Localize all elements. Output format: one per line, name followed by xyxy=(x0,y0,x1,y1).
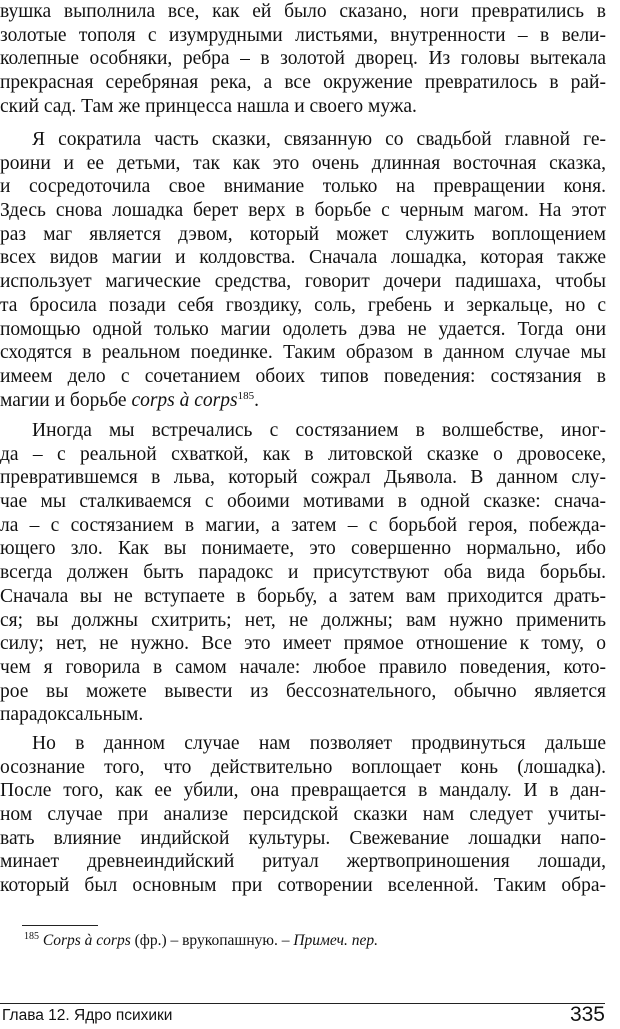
footnote-text: (фр.) – врукопашную. – xyxy=(130,932,294,949)
text-line: который был основным при сотворении вселенной. Таким обра- xyxy=(0,875,606,897)
text-line: чае мы сталкиваемся с обоими мотивами в одной сказке: снача- xyxy=(0,491,606,513)
page-number: 335 xyxy=(569,1003,605,1026)
text-line: ном случае при анализе персидской сказки нам следует учиты- xyxy=(0,804,606,826)
running-head-divider xyxy=(0,1003,605,1004)
text-line: та бросила позади себя гвоздику, соль, гребень и зеркальце, но с xyxy=(0,294,606,316)
text-line: использует магические средства, говорит дочери падишаха, чтобы xyxy=(0,271,606,293)
text-line: Но в данном случае нам позволяет продвинуться дальше xyxy=(32,733,606,754)
text-line: парадоксальным. xyxy=(0,704,144,726)
text-line: силу; нет, не нужно. Все это имеет прямое отношение к тому, о xyxy=(0,633,606,655)
top-paragraph xyxy=(0,0,620,118)
text-line: Здесь снова лошадка берет верх в борьбе с черным магом. На этот xyxy=(0,200,606,222)
text-line: всех видов магии и колдовства. Сначала лошадка, которая также xyxy=(0,247,606,269)
text-line: прекрасная серебряная река, а все окружение превратилось в рай- xyxy=(0,72,606,94)
text-line: вать влияние индийской культуры. Свежевание лошадки напо- xyxy=(0,827,606,849)
footnote xyxy=(24,929,378,953)
footnote-term: Corps à corps xyxy=(42,932,131,949)
text-fragment: магии и борьбе xyxy=(0,389,132,411)
footnote-divider xyxy=(22,925,98,926)
text-line: роини и ее детьми, так как это очень длинная восточная сказка, xyxy=(0,152,606,174)
footnote-number: 185 xyxy=(24,931,39,942)
text-line: ла – с состязанием в магии, а затем – с борьбой героя, побежда- xyxy=(0,514,606,536)
paragraph-2 xyxy=(0,419,620,727)
text-line: ющего зло. Как вы понимаете, это совершенно нормально, ибо xyxy=(0,538,606,560)
text-line: Иногда мы встречались с состязанием в волшебстве, иног- xyxy=(32,420,606,441)
text-line: После того, как ее убили, она превращается в мандалу. И в дан- xyxy=(0,780,606,802)
text-line: и сосредоточила свое внимание только на превращении коня. xyxy=(0,176,606,198)
text-line: осознание того, что действительно воплощает конь (лошадка). xyxy=(0,756,606,778)
text-fragment: . xyxy=(254,389,259,411)
text-line: золотые тополя с изумрудными листьями, внутренности – в вели- xyxy=(0,24,606,46)
text-line: вушка выполнила все, как ей было сказано, ноги превратились в xyxy=(0,1,606,22)
text-line: помощью одной только магии одолеть дэва не удается. Тогда они xyxy=(0,318,606,340)
footnote-reference[interactable]: 185 xyxy=(237,389,255,402)
text-line: всегда должен быть парадокс и присутствуют оба вида борьбы. xyxy=(0,562,606,584)
text-line: колепные особняки, ребра – в золотой дворец. Из головы вытекала xyxy=(0,48,606,70)
text-line: Я сократила часть сказки, связанную со свадьбой главной ге- xyxy=(32,129,606,150)
paragraph-1 xyxy=(0,128,620,412)
text-line: ский сад. Там же принцесса нашла и своего мужа. xyxy=(0,95,417,117)
text-line: минает древнеиндийский ритуал жертвоприношения лошади, xyxy=(0,851,606,873)
text-line: Сначала вы не вступаете в борьбу, а затем вам приходится драть- xyxy=(0,585,606,607)
text-line: превратившемся в льва, который сожрал Дьявола. В данном слу- xyxy=(0,467,606,489)
text-line: сходятся в реальном поединке. Таким образом в данном случае мы xyxy=(0,342,606,364)
text-line xyxy=(0,389,620,413)
paragraph-3 xyxy=(0,732,620,898)
text-line: имеем дело с сочетанием обоих типов поведения: состязания в xyxy=(0,365,606,387)
text-line: ся; вы должны схитрить; нет, не должны; вам нужно применить xyxy=(0,609,606,631)
italic-term: corps à corps xyxy=(131,389,238,411)
text-line: рое вы можете вывести из бессознательного, обычно является xyxy=(0,680,606,702)
text-line: да – с реальной схваткой, как в литовской сказке о дровосеке, xyxy=(0,443,606,465)
text-line: раз маг является дэвом, который может служить воплощением xyxy=(0,223,606,245)
running-head: Глава 12. Ядро психики xyxy=(2,1007,173,1024)
text-line: чем я говорила в самом начале: любое правило поведения, кото- xyxy=(0,656,606,678)
footnote-note: Примеч. пер. xyxy=(293,932,378,949)
